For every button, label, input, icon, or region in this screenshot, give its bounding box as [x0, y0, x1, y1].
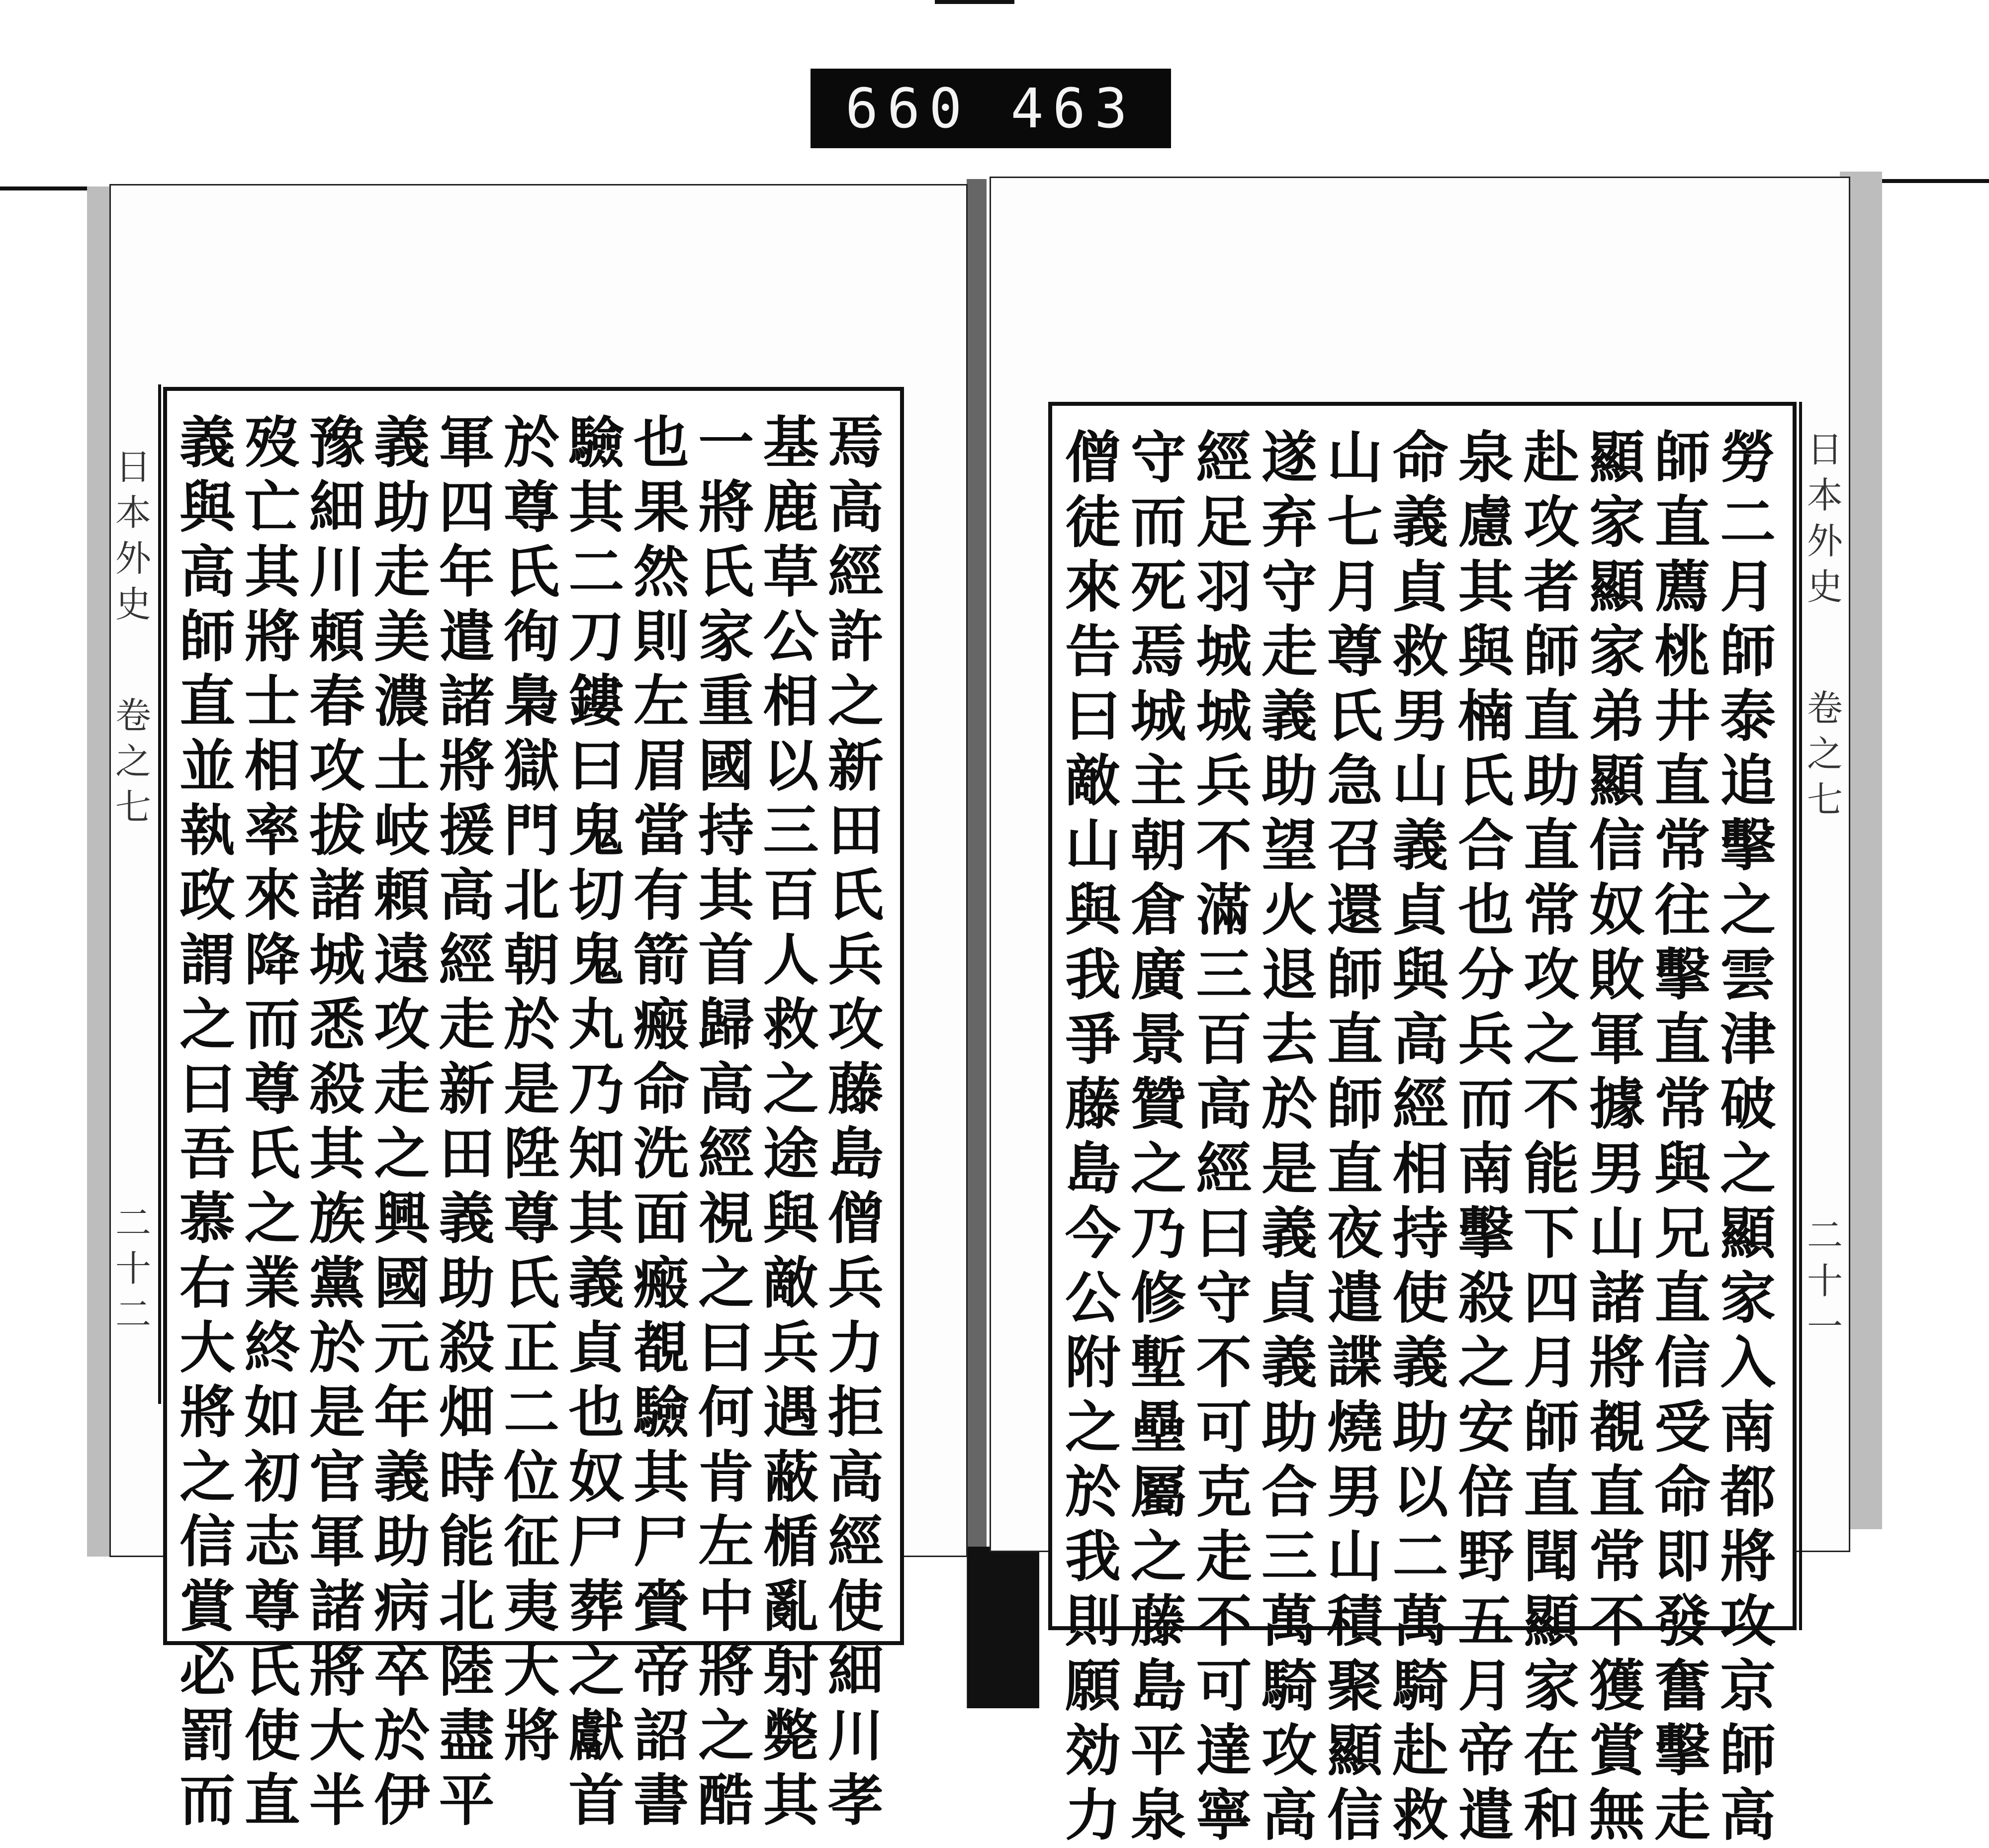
right-page-number: 二 十 一: [1807, 1214, 1843, 1348]
binding-gutter: [967, 179, 987, 1708]
text-column: 守 而 死 焉 城 主 朝 倉 廣 景 贊 之 乃 修 塹 壘 屬 之 藤 島 平 泉: [1130, 425, 1186, 1848]
left-page-margin-volume: 卷 之 七: [115, 695, 151, 828]
text-column: 山 七 月 尊 氏 急 召 還 師 直 師 直 夜 遣 諜 燒 男 山 積 聚 顯 信: [1327, 425, 1383, 1848]
text-column: 顯 家 顯 家 弟 顯 信 奴 敗 軍 據 男 山 諸 將 覩 直 常 不 獲 賞 無: [1589, 425, 1645, 1848]
film-label-left-number: 660: [845, 77, 971, 140]
text-column: 僧 徒 來 告 曰 敵 山 與 我 爭 藤 島 今 公 附 之 於 我 則 願 効 力: [1065, 425, 1121, 1848]
text-column: 勞 二 月 師 泰 追 擊 之 雲 津 破 之 顯 家 入 南 都 將 攻 京 師 高: [1720, 425, 1776, 1848]
text-column: 師 直 薦 桃 井 直 常 往 擊 直 常 與 兄 直 信 受 命 即 發 奮 擊 走: [1654, 425, 1711, 1848]
right-page: [990, 177, 1850, 1848]
left-page-margin-title: 日 本 外 史: [115, 446, 151, 625]
film-frame-label: [811, 69, 1171, 148]
right-margin-rule: [1799, 402, 1802, 1630]
film-top-tick: [935, 0, 1014, 4]
text-column: 歿 亡 其 將 士 相 率 來 降 而 尊 氏 之 業 終 如 初 志 尊 氏 使 直: [244, 410, 300, 1833]
left-margin-rule: [158, 384, 161, 1404]
right-page-margin-volume: 卷 之 七: [1807, 687, 1843, 821]
text-column: 軍 四 年 遣 諸 將 援 高 經 走 新 田 義 助 殺 畑 時 能 北 陸 盡 平: [439, 410, 495, 1833]
left-page: [109, 184, 968, 1833]
binding-tab: [967, 1547, 1039, 1708]
text-column: 經 足 羽 城 城 兵 不 滿 三 百 高 經 曰 守 不 可 克 走 不 可 達 寧: [1196, 425, 1252, 1848]
right-text-block: [1048, 402, 1797, 1848]
text-column: 焉 高 經 許 之 新 田 氏 兵 攻 藤 島 僧 兵 力 拒 高 經 使 細 川 孝: [827, 410, 884, 1833]
text-column: 基 鹿 草 公 相 以 三 百 人 救 之 途 與 敵 兵 遇 蔽 楯 亂 射 斃 其: [763, 410, 819, 1833]
text-column: 一 將 氏 家 重 國 持 其 首 歸 高 經 視 之 曰 何 肯 左 中 將 之 酷: [698, 410, 754, 1833]
text-column: 驗 其 二 刀 鏤 曰 鬼 切 鬼 丸 乃 知 其 義 貞 也 奴 尸 葬 之 獻 首: [568, 410, 625, 1833]
text-column: 命 義 貞 救 男 山 義 貞 與 高 經 相 持 使 義 助 以 二 萬 騎 赴 救: [1392, 425, 1448, 1848]
left-text-block: [163, 387, 904, 1833]
right-page-margin-title: 日 本 外 史: [1807, 429, 1843, 608]
left-page-number: 二 十 二: [115, 1202, 151, 1335]
film-label-right-number: 463: [1010, 77, 1137, 140]
text-column: 遂 弃 守 走 義 助 望 火 退 去 於 是 義 貞 義 助 合 三 萬 騎 攻 高: [1262, 425, 1318, 1848]
text-column: 泉 慮 其 與 楠 氏 合 也 分 兵 而 南 擊 殺 之 安 倍 野 五 月 帝 遣: [1458, 425, 1514, 1848]
text-column: 豫 細 川 頼 春 攻 拔 諸 城 悉 殺 其 族 黨 於 是 官 軍 諸 將 大 半: [309, 410, 365, 1833]
text-column: 也 果 然 則 左 眉 當 有 箭 瘢 命 洗 面 瘢 覩 驗 其 尸 賫 帝 詔 書: [633, 410, 689, 1833]
text-column: 赴 攻 者 師 直 助 直 常 攻 之 不 能 下 四 月 師 直 聞 顯 家 在 和: [1523, 425, 1579, 1848]
text-column: 義 助 走 美 濃 土 岐 頼 遠 攻 走 之 興 國 元 年 義 助 病 卒 於 伊: [374, 410, 430, 1833]
text-column: 於 尊 氏 徇 梟 獄 門 北 朝 於 是 陞 尊 氏 正 二 位 征 夷 大 將: [504, 410, 559, 1768]
text-column: 義 與 高 師 直 並 執 政 謂 之 曰 吾 慕 右 大 將 之 信 賞 必 罰 而: [180, 410, 236, 1833]
